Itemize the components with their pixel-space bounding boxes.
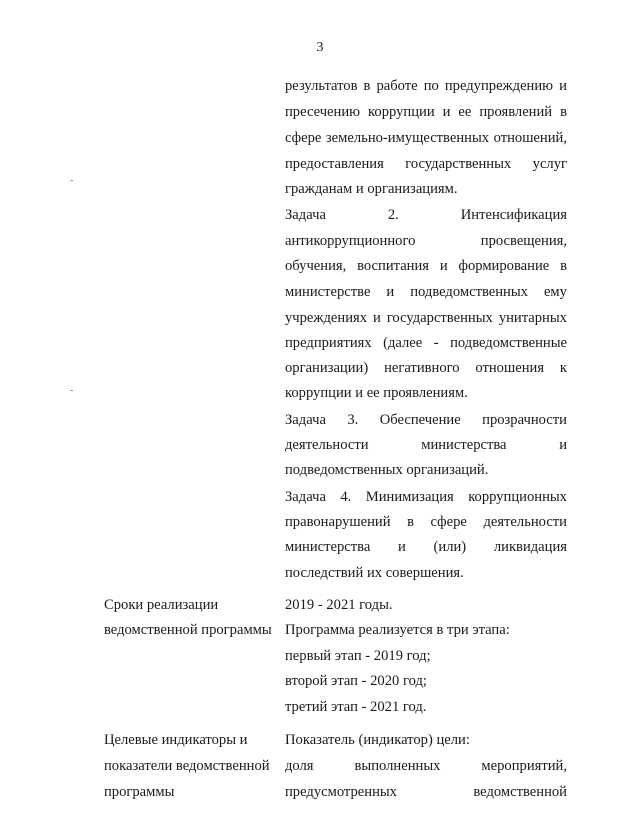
word: организации) (285, 360, 369, 376)
word: Задача (285, 489, 326, 505)
word: 4. (340, 489, 352, 505)
left-column-line: Целевые индикаторы и (104, 732, 248, 748)
word: ликвидация (493, 539, 567, 555)
word: Задача (285, 412, 326, 428)
word: подведомственных (410, 284, 528, 300)
right-column-line: второй этап - 2020 год; (285, 673, 427, 689)
word: отношения (475, 360, 545, 376)
word: антикоррупционного (285, 233, 416, 249)
right-column-line: 2019 - 2021 годы. (285, 597, 393, 613)
word: доля (285, 758, 314, 774)
left-column-line: показатели ведомственной (104, 758, 270, 774)
word: государственных (405, 156, 512, 172)
word: проявлений (479, 104, 553, 120)
right-column-line (285, 512, 567, 532)
word: просвещения, (480, 233, 567, 249)
page-number: 3 (316, 40, 324, 55)
word: - (433, 335, 439, 351)
word: и (559, 78, 567, 94)
word: 3. (347, 412, 359, 428)
word: предупреждению (444, 78, 554, 94)
right-column-line (285, 537, 567, 557)
right-column-line: Программа реализуется в три этапа: (285, 622, 510, 638)
word: (или) (433, 539, 467, 555)
right-column-line (285, 308, 567, 328)
word: и (373, 310, 381, 326)
word: сфере (430, 514, 467, 530)
word: обучения, (285, 258, 347, 274)
word: Задача (285, 207, 326, 223)
word: коррупционных (468, 489, 567, 505)
word: и (442, 104, 451, 120)
word: предусмотренных (285, 784, 397, 800)
word: Обеспечение (379, 412, 461, 428)
word: ведомственной (473, 784, 567, 800)
right-column-line: последствий их совершения. (285, 565, 464, 581)
right-column-line (285, 154, 567, 174)
margin-mark (70, 390, 73, 391)
word: прозрачности (482, 412, 567, 428)
right-column-line: третий этап - 2021 год. (285, 699, 427, 715)
right-column-line (285, 487, 567, 507)
left-column-line: ведомственной программы (104, 622, 272, 638)
word: в (407, 514, 414, 530)
word: выполненных (354, 758, 441, 774)
word: государственных (386, 310, 493, 326)
word: в (363, 78, 371, 94)
word: министерстве (285, 284, 371, 300)
word: предприятиях (285, 335, 372, 351)
word: земельно-имущественных (325, 130, 490, 146)
word: пресечению (285, 104, 361, 120)
word: и (398, 539, 406, 555)
right-column-line (285, 358, 567, 378)
right-column-line (285, 756, 567, 776)
word: ему (543, 284, 567, 300)
word: в (560, 104, 567, 120)
right-column-line (285, 205, 567, 225)
word: к (559, 360, 567, 376)
word: и (386, 284, 395, 300)
word: деятельности (285, 437, 369, 453)
word: сфере (285, 130, 322, 146)
word: Интенсификация (460, 207, 567, 223)
right-column-line: гражданам и организациям. (285, 181, 458, 197)
right-column-line: Показатель (индикатор) цели: (285, 732, 470, 748)
right-column-line: первый этап - 2019 год; (285, 648, 431, 664)
word: Минимизация (365, 489, 454, 505)
right-column-line (285, 231, 567, 251)
right-column-line (285, 282, 567, 302)
right-column-line (285, 256, 567, 276)
word: ее (458, 104, 472, 120)
right-column-line: подведомственных организаций. (285, 462, 489, 478)
left-column-line: программы (104, 784, 175, 800)
word: унитарных (498, 310, 567, 326)
right-column-line (285, 76, 567, 96)
word: работе (376, 78, 418, 94)
right-column-line (285, 782, 567, 802)
right-column-line (285, 102, 567, 122)
right-column-line (285, 333, 567, 353)
word: результатов (285, 78, 358, 94)
word: предоставления (285, 156, 384, 172)
right-column-line (285, 435, 567, 455)
margin-mark (70, 180, 73, 181)
word: по (423, 78, 439, 94)
right-column-line (285, 128, 567, 148)
word: учреждениях (285, 310, 368, 326)
word: воспитания (357, 258, 430, 274)
word: министерства (285, 539, 371, 555)
word: и (439, 258, 448, 274)
word: (далее (383, 335, 423, 351)
right-column-line: коррупции и ее проявлениям. (285, 385, 468, 401)
word: 2. (387, 207, 399, 223)
word: министерства (421, 437, 507, 453)
word: услуг (532, 156, 567, 172)
word: и (559, 437, 567, 453)
word: в (560, 258, 567, 274)
word: подведомственные (450, 335, 567, 351)
word: правонарушений (285, 514, 391, 530)
word: мероприятий, (481, 758, 567, 774)
word: коррупции (368, 104, 435, 120)
right-column-line (285, 410, 567, 430)
word: негативного (384, 360, 460, 376)
word: формирование (458, 258, 550, 274)
word: отношений, (493, 130, 567, 146)
word: деятельности (483, 514, 567, 530)
left-column-line: Сроки реализации (104, 597, 219, 613)
